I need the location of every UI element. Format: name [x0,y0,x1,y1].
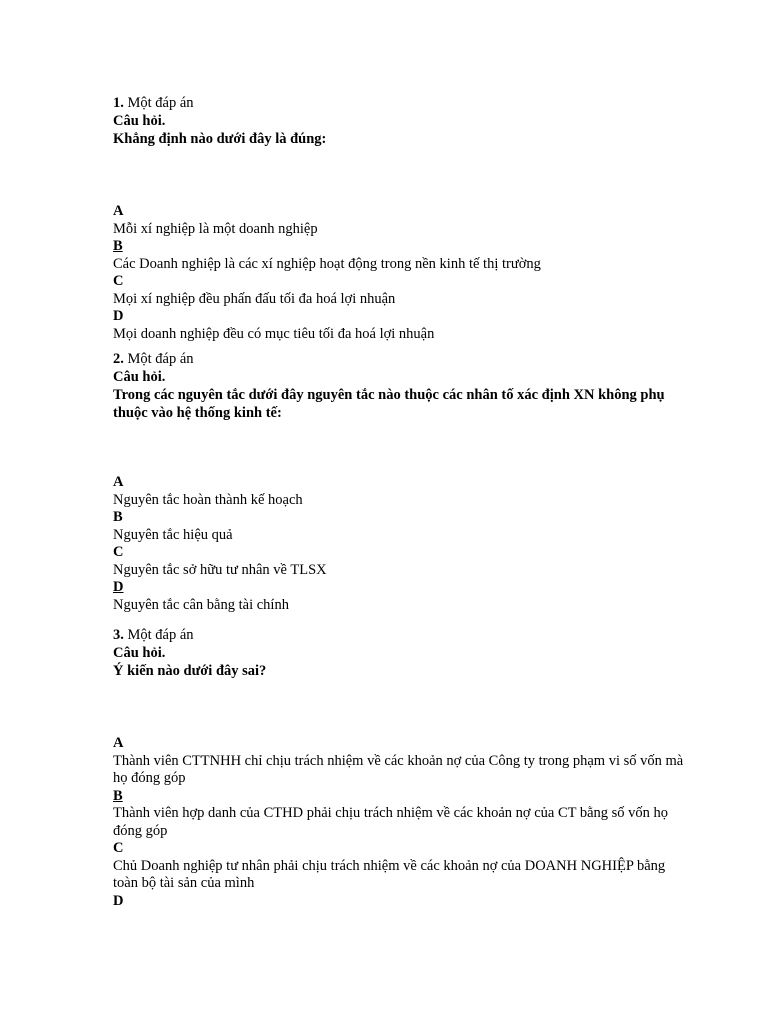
question-prompt: Ý kiến nào dưới đây sai? [113,663,267,679]
option-text-c: Mọi xí nghiệp đều phấn đấu tối đa hoá lợi nhuận [113,290,396,307]
question-number: 3. [113,627,124,643]
option-letter-d: D [113,308,124,324]
question-3 [113,626,685,910]
option-letter-c: C [113,840,124,856]
option-letter-c: C [113,273,124,289]
option-letter-b: B [113,787,123,804]
question-header [113,94,685,112]
option-letter-c: C [113,544,124,560]
option-text-b: Nguyên tắc hiệu quả [113,526,233,543]
question-2 [113,350,685,614]
option-letter-d: D [113,892,124,909]
option-text-a: Nguyên tắc hoàn thành kế hoạch [113,491,303,508]
question-type: Một đáp án [127,627,194,643]
question-number: 2. [113,351,124,367]
option-text-c: Nguyên tắc sở hữu tư nhân về TLSX [113,561,327,578]
question-label: Câu hỏi. [113,645,166,661]
question-prompt: Trong các nguyên tắc dưới đây nguyên tắc nào thuộc các nhân tố xác định XN không phụ thuộc vào hệ thống kinh tế: [113,387,665,421]
option-letter-a: A [113,735,124,751]
question-label: Câu hỏi. [113,369,166,385]
option-text-c: Chủ Doanh nghiệp tư nhân phải chịu trách nhiệm về các khoản nợ của DOANH NGHIỆP bằng toàn bộ tài sản của mình [113,857,666,891]
option-letter-b: B [113,238,123,254]
question-label: Câu hỏi. [113,113,166,129]
option-letter-d: D [113,579,124,595]
option-letter-a: A [113,203,124,219]
question-header [113,350,685,368]
option-text-b: Thành viên hợp danh của CTHD phải chịu trách nhiệm về các khoản nợ của CT bằng số vốn họ đóng góp [113,805,669,839]
option-text-b: Các Doanh nghiệp là các xí nghiệp hoạt động trong nền kinh tế thị trường [113,255,541,272]
option-letter-a: A [113,474,124,490]
question-header [113,626,685,644]
question-number: 1. [113,95,124,111]
question-1 [113,94,685,343]
question-prompt: Khẳng định nào dưới đây là đúng: [113,131,327,147]
option-text-a: Mỗi xí nghiệp là một doanh nghiệp [113,220,318,237]
option-text-a: Thành viên CTTNHH chỉ chịu trách nhiệm về các khoản nợ của Công ty trong phạm vi số vốn mà họ đóng góp [113,752,684,786]
question-type: Một đáp án [127,95,194,111]
option-text-d: Nguyên tắc cân bằng tài chính [113,596,289,613]
option-text-d: Mọi doanh nghiệp đều có mục tiêu tối đa hoá lợi nhuận [113,325,435,342]
question-type: Một đáp án [127,351,194,367]
option-letter-b: B [113,509,123,525]
